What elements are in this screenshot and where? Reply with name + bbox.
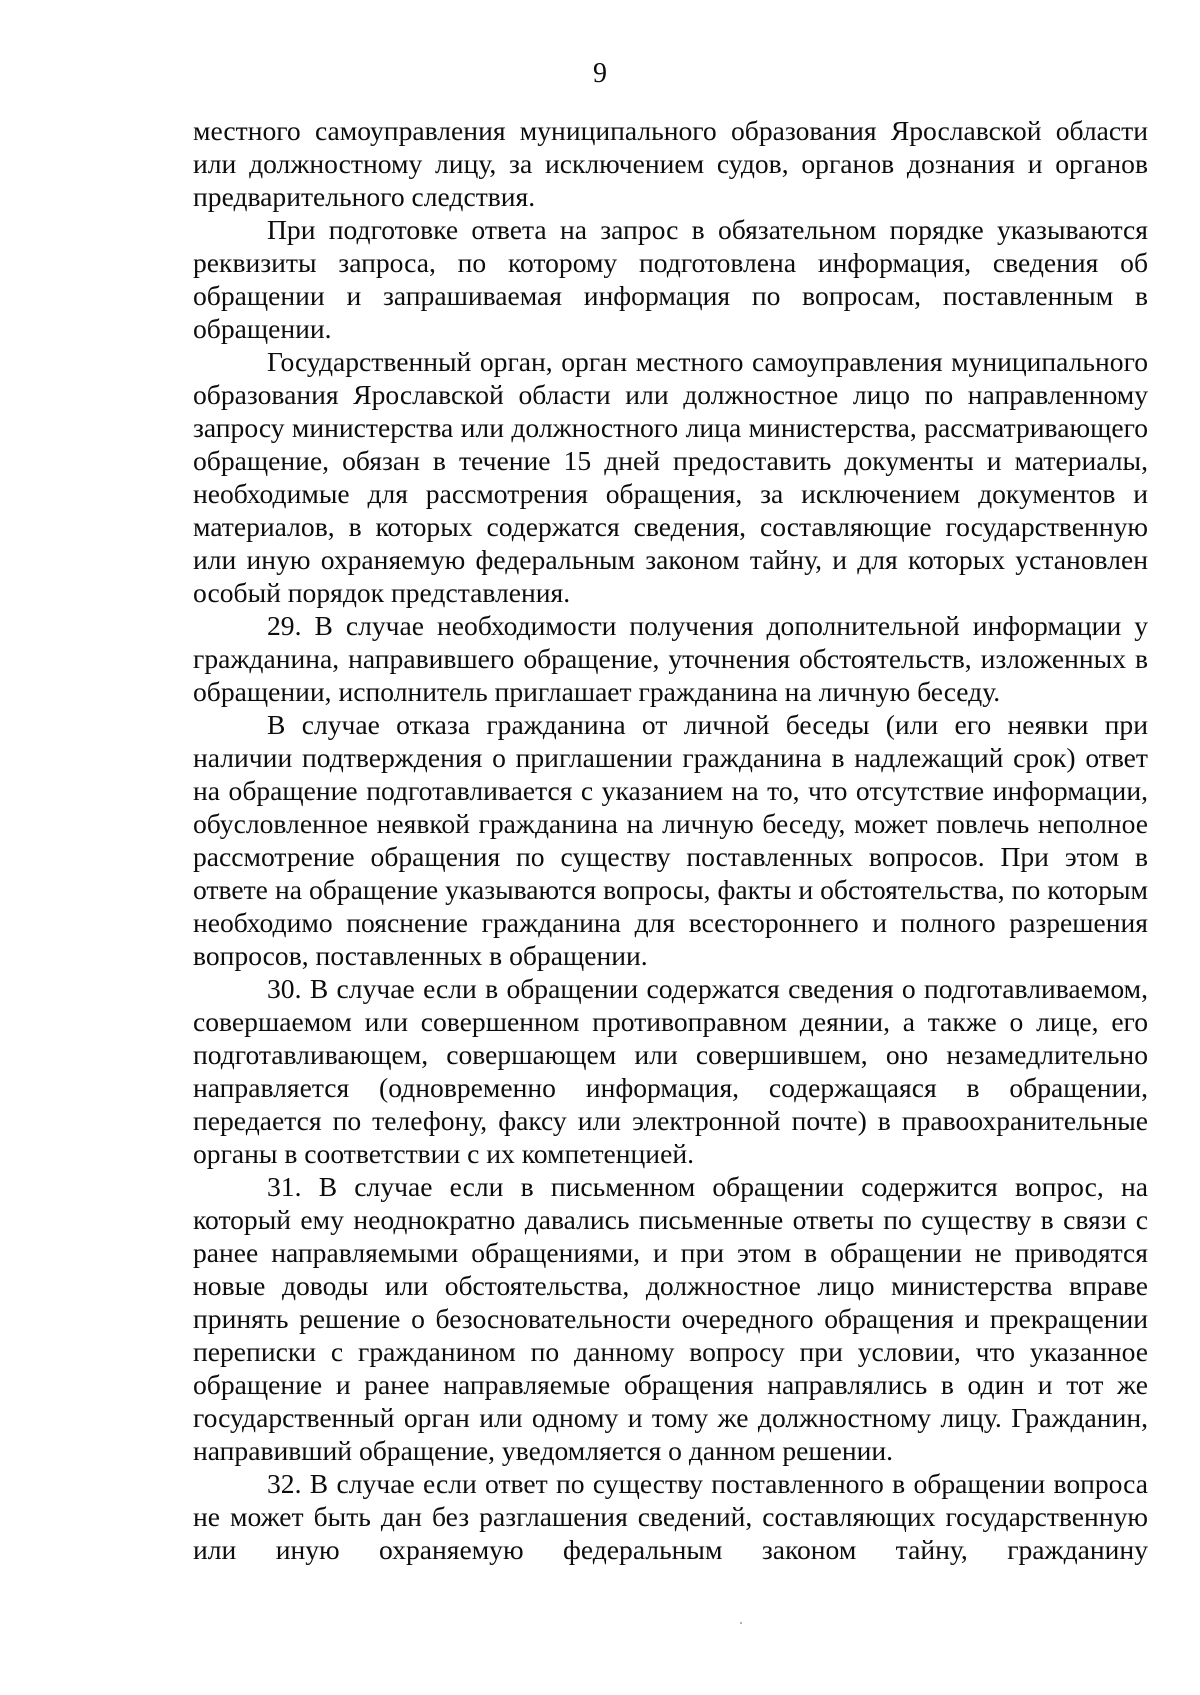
document-body bbox=[193, 114, 1148, 1566]
page-number: 9 bbox=[593, 58, 607, 89]
paragraph-refusal-of-meeting: В случае отказа гражданина от личной беседы (или его неявки при наличии подтверждения о приглашении гражданина в надлежащий срок) ответ на обращение подготавливается с указанием на то, что отсутствие информации, обусловленное неявкой гражданина на личную беседу, может повлечь неполное рассмотрение обращения по существу поставленных вопросов. При этом в ответе на обращение указываются вопросы, факты и обстоятельства, по которым необходимо пояснение гражданина для всестороннего и полного разрешения вопросов, поставленных в обращении. bbox=[193, 709, 1148, 971]
scan-speck bbox=[740, 1622, 742, 1624]
paragraph-request-response: При подготовке ответа на запрос в обязательном порядке указываются реквизиты запроса, по которому подготовлена информация, сведения об обращении и запрашиваемая информация по вопросам, поставленным в обращении. bbox=[193, 214, 1148, 344]
paragraph-state-body-obligation: Государственный орган, орган местного самоуправления муниципального образования Ярославской области или должностное лицо по направленному запросу министерства или должностного лица министерства, рассматривающего обращение, обязан в течение 15 дней предоставить документы и материалы, необходимые для рассмотрения обращения, за исключением документов и материалов, в которых содержатся сведения, составляющие государственную или иную охраняемую федеральным законом тайну, и для которых установлен особый порядок представления. bbox=[193, 346, 1148, 608]
paragraph-item-29: 29. В случае необходимости получения дополнительной информации у гражданина, направившего обращение, уточнения обстоятельств, изложенных в обращении, исполнитель приглашает гражданина на личную беседу. bbox=[193, 610, 1148, 707]
paragraph-continuation: местного самоуправления муниципального образования Ярославской области или должностному лицу, за исключением судов, органов дознания и органов предварительного следствия. bbox=[193, 115, 1148, 212]
paragraph-item-32: 32. В случае если ответ по существу поставленного в обращении вопроса не может быть дан без разглашения сведений, составляющих государственную или иную охраняемую федеральным законом тайну, гражданину bbox=[193, 1468, 1148, 1565]
paragraph-item-31: 31. В случае если в письменном обращении содержится вопрос, на который ему неоднократно давались письменные ответы по существу в связи с ранее направляемыми обращениями, и при этом в обращении не приводятся новые доводы или обстоятельства, должностное лицо министерства вправе принять решение о безосновательности очередного обращения и прекращении переписки с гражданином по данному вопросу при условии, что указанное обращение и ранее направляемые обращения направлялись в один и тот же государственный орган или одному и тому же должностному лицу. Гражданин, направивший обращение, уведомляется о данном решении. bbox=[193, 1171, 1148, 1466]
paragraph-item-30: 30. В случае если в обращении содержатся сведения о подготавливаемом, совершаемом или совершенном противоправном деянии, а также о лице, его подготавливающем, совершающем или совершившем, оно незамедлительно направляется (одновременно информация, содержащаяся в обращении, передается по телефону, факсу или электронной почте) в правоохранительные органы в соответствии с их компетенцией. bbox=[193, 973, 1148, 1169]
